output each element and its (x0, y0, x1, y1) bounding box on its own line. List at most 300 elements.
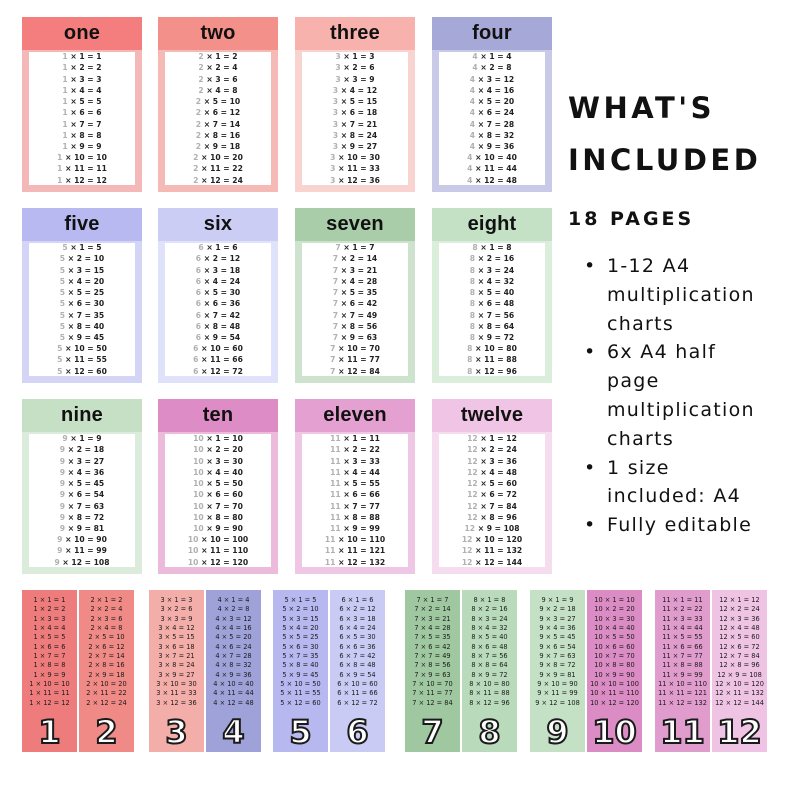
table-row: 8 × 12 = 96 (467, 366, 517, 376)
table-row: 3 × 5 = 15 (332, 97, 378, 107)
table-row: 3 × 3 = 9 (160, 614, 193, 623)
strip-number: 9 (546, 713, 569, 751)
table-row: 4 × 7 = 28 (215, 652, 252, 661)
table-row: 11 × 2 = 22 (662, 605, 703, 614)
table-row: 1 × 1 = 1 (62, 52, 102, 62)
table-row: 2 × 11 = 22 (193, 164, 243, 174)
feature-line: • 1 size (607, 456, 670, 479)
table-row: 12 × 7 = 84 (719, 652, 760, 661)
feature-line: multiplication (607, 283, 755, 306)
table-row: 8 × 6 = 48 (471, 642, 508, 651)
table-row: 3 × 12 = 36 (330, 175, 380, 185)
table-row: 1 × 8 = 8 (62, 130, 102, 140)
strip-number: 2 (95, 713, 118, 751)
table-row: 2 × 12 = 24 (86, 698, 127, 707)
table-row: 10 × 9 = 90 (193, 523, 243, 533)
card-twelve (432, 399, 552, 574)
table-row: 8 × 9 = 72 (469, 332, 515, 342)
table-row: 8 × 7 = 56 (471, 652, 508, 661)
table-row: 11 × 4 = 44 (662, 624, 703, 633)
strip-5 (273, 590, 328, 752)
strip-10 (587, 590, 642, 752)
strip-table (273, 596, 328, 708)
card-table (29, 434, 135, 567)
table-row: 6 × 11 = 66 (337, 689, 378, 698)
table-row: 12 × 6 = 72 (467, 490, 517, 500)
table-row: 3 × 11 = 33 (156, 689, 197, 698)
table-row: 5 × 9 = 45 (59, 332, 105, 342)
table-row: 11 × 6 = 66 (330, 490, 380, 500)
table-row: 7 × 8 = 56 (332, 321, 378, 331)
strip-2 (79, 590, 134, 752)
table-row: 4 × 2 = 8 (217, 605, 250, 614)
card-title: eleven (295, 399, 415, 432)
table-row: 9 × 7 = 63 (539, 652, 576, 661)
table-row: 10 × 5 = 50 (193, 479, 243, 489)
table-row: 4 × 9 = 36 (469, 141, 515, 151)
feature-line: included: A4 (607, 485, 742, 508)
table-row: 12 × 10 = 120 (461, 535, 523, 545)
table-row: 8 × 8 = 64 (469, 321, 515, 331)
strip-6 (330, 590, 385, 752)
table-row: 11 × 8 = 88 (330, 512, 380, 522)
table-row: 1 × 11 = 11 (57, 164, 107, 174)
table-row: 3 × 2 = 6 (335, 63, 375, 73)
table-row: 3 × 4 = 12 (158, 624, 195, 633)
card-ten (158, 399, 278, 574)
table-row: 8 × 2 = 16 (471, 605, 508, 614)
table-row: 1 × 4 = 4 (62, 85, 102, 95)
card-table (439, 434, 545, 567)
table-row: 12 × 1 = 12 (467, 434, 517, 444)
table-row: 1 × 6 = 6 (62, 108, 102, 118)
table-row: 10 × 7 = 70 (193, 501, 243, 511)
table-row: 10 × 12 = 120 (590, 698, 639, 707)
table-row: 2 × 3 = 6 (90, 614, 123, 623)
table-row: 8 × 5 = 40 (471, 633, 508, 642)
table-row: 5 × 1 = 5 (62, 243, 102, 253)
table-row: 10 × 2 = 20 (594, 605, 635, 614)
feature-line: charts (607, 312, 675, 335)
strip-table (712, 596, 767, 708)
table-row: 10 × 1 = 10 (193, 434, 243, 444)
table-row: 4 × 8 = 32 (469, 130, 515, 140)
table-row: 1 × 2 = 2 (62, 63, 102, 73)
table-row: 6 × 11 = 66 (193, 355, 243, 365)
table-row: 3 × 10 = 30 (156, 680, 197, 689)
table-row: 1 × 10 = 10 (29, 680, 70, 689)
card-eleven (295, 399, 415, 574)
table-row: 2 × 1 = 2 (198, 52, 238, 62)
table-row: 1 × 5 = 5 (62, 97, 102, 107)
table-row: 7 × 7 = 49 (332, 310, 378, 320)
table-row: 8 × 1 = 8 (473, 596, 506, 604)
table-row: 4 × 8 = 32 (215, 661, 252, 670)
table-row: 5 × 3 = 15 (282, 614, 319, 623)
table-row: 2 × 3 = 6 (198, 74, 238, 84)
table-row: 1 × 8 = 8 (33, 661, 66, 670)
table-row: 11 × 2 = 22 (330, 445, 380, 455)
card-table (165, 243, 271, 376)
table-row: 9 × 11 = 99 (57, 546, 107, 556)
whats-included-panel (568, 82, 794, 540)
table-row: 5 × 12 = 60 (280, 698, 321, 707)
strip-number: 1 (38, 713, 61, 751)
table-row: 6 × 7 = 42 (339, 652, 376, 661)
table-row: 3 × 9 = 27 (158, 670, 195, 679)
table-row: 10 × 12 = 120 (187, 557, 249, 567)
table-row: 8 × 10 = 80 (469, 680, 510, 689)
table-row: 2 × 2 = 4 (198, 63, 238, 73)
strip-table (462, 596, 517, 708)
table-row: 12 × 6 = 72 (719, 642, 760, 651)
strip-table (206, 596, 261, 708)
table-row: 12 × 4 = 48 (719, 624, 760, 633)
table-row: 8 × 3 = 24 (469, 265, 515, 275)
table-row: 5 × 10 = 50 (280, 680, 321, 689)
table-row: 8 × 11 = 88 (469, 689, 510, 698)
table-row: 11 × 5 = 55 (330, 479, 380, 489)
table-row: 7 × 6 = 42 (332, 299, 378, 309)
table-row: 1 × 2 = 2 (33, 605, 66, 614)
table-row: 1 × 9 = 9 (33, 670, 66, 679)
table-row: 9 × 10 = 90 (57, 535, 107, 545)
table-row: 5 × 4 = 20 (59, 276, 105, 286)
table-row: 2 × 6 = 12 (195, 108, 241, 118)
table-row: 9 × 6 = 54 (539, 642, 576, 651)
table-row: 2 × 6 = 12 (88, 642, 125, 651)
table-row: 9 × 2 = 18 (59, 445, 105, 455)
table-row: 5 × 5 = 25 (59, 288, 105, 298)
table-row: 11 × 10 = 110 (324, 535, 386, 545)
table-row: 10 × 2 = 20 (193, 445, 243, 455)
table-row: 9 × 5 = 45 (59, 479, 105, 489)
table-row: 6 × 12 = 72 (337, 698, 378, 707)
table-row: 9 × 10 = 90 (537, 680, 578, 689)
table-row: 7 × 8 = 56 (414, 661, 451, 670)
table-row: 3 × 5 = 15 (158, 633, 195, 642)
card-five (22, 208, 142, 383)
table-row: 7 × 5 = 35 (332, 288, 378, 298)
table-row: 11 × 12 = 132 (324, 557, 386, 567)
table-row: 6 × 5 = 30 (195, 288, 241, 298)
table-row: 1 × 9 = 9 (62, 141, 102, 151)
table-row: 4 × 9 = 36 (215, 670, 252, 679)
heading-line-1: WHAT'S (568, 91, 715, 125)
table-row: 7 × 9 = 63 (414, 670, 451, 679)
card-table (165, 52, 271, 185)
table-row: 10 × 3 = 30 (594, 614, 635, 623)
table-row: 5 × 8 = 40 (59, 321, 105, 331)
feature-line: multiplication (607, 398, 755, 421)
table-row: 2 × 9 = 18 (195, 141, 241, 151)
table-row: 2 × 8 = 16 (195, 130, 241, 140)
table-row: 12 × 2 = 24 (467, 445, 517, 455)
table-row: 6 × 10 = 60 (193, 344, 243, 354)
table-row: 9 × 4 = 36 (539, 624, 576, 633)
table-row: 4 × 1 = 4 (472, 52, 512, 62)
card-four (432, 17, 552, 192)
table-row: 5 × 6 = 30 (59, 299, 105, 309)
table-row: 7 × 9 = 63 (332, 332, 378, 342)
table-row: 3 × 7 = 21 (158, 652, 195, 661)
table-row: 1 × 3 = 3 (33, 614, 66, 623)
card-seven (295, 208, 415, 383)
table-row: 3 × 6 = 18 (332, 108, 378, 118)
card-title: eight (432, 208, 552, 241)
table-row: 9 × 2 = 18 (539, 605, 576, 614)
table-row: 4 × 3 = 12 (215, 614, 252, 623)
table-row: 8 × 1 = 8 (472, 243, 512, 253)
strip-table (405, 596, 460, 708)
table-row: 6 × 2 = 12 (195, 254, 241, 264)
feature-line: page (607, 370, 660, 393)
table-row: 11 × 1 = 11 (662, 596, 703, 604)
table-row: 9 × 11 = 99 (537, 689, 578, 698)
strip-table (530, 596, 585, 708)
table-row: 7 × 3 = 21 (414, 614, 451, 623)
card-table (439, 243, 545, 376)
pages-count: 18 PAGES (568, 208, 695, 230)
table-row: 8 × 11 = 88 (467, 355, 517, 365)
card-title: twelve (432, 399, 552, 432)
table-row: 10 × 9 = 90 (594, 670, 635, 679)
table-row: 10 × 8 = 80 (594, 661, 635, 670)
table-row: 4 × 2 = 8 (472, 63, 512, 73)
card-title: one (22, 17, 142, 50)
card-table (302, 243, 408, 376)
card-title: ten (158, 399, 278, 432)
strip-table (79, 596, 134, 708)
table-row: 5 × 2 = 10 (59, 254, 105, 264)
table-row: 2 × 10 = 20 (86, 680, 127, 689)
strip-1 (22, 590, 77, 752)
table-row: 9 × 1 = 9 (541, 596, 574, 604)
table-row: 5 × 6 = 30 (282, 642, 319, 651)
table-row: 9 × 1 = 9 (62, 434, 102, 444)
table-row: 12 × 11 = 132 (715, 689, 764, 698)
table-row: 6 × 8 = 48 (195, 321, 241, 331)
table-row: 9 × 9 = 81 (539, 670, 576, 679)
card-title: seven (295, 208, 415, 241)
table-row: 10 × 3 = 30 (193, 456, 243, 466)
table-row: 5 × 7 = 35 (59, 310, 105, 320)
strip-number: 6 (346, 713, 369, 751)
table-row: 8 × 6 = 48 (469, 299, 515, 309)
table-row: 5 × 2 = 10 (282, 605, 319, 614)
table-row: 12 × 8 = 96 (719, 661, 760, 670)
table-row: 8 × 9 = 72 (471, 670, 508, 679)
strip-7 (405, 590, 460, 752)
card-two (158, 17, 278, 192)
table-row: 7 × 5 = 35 (414, 633, 451, 642)
strip-4 (206, 590, 261, 752)
table-row: 6 × 1 = 6 (198, 243, 238, 253)
table-row: 4 × 5 = 20 (469, 97, 515, 107)
table-row: 5 × 9 = 45 (282, 670, 319, 679)
table-row: 7 × 2 = 14 (414, 605, 451, 614)
table-row: 12 × 3 = 36 (719, 614, 760, 623)
table-row: 9 × 8 = 72 (59, 512, 105, 522)
table-row: 7 × 6 = 42 (414, 642, 451, 651)
table-row: 3 × 12 = 36 (156, 698, 197, 707)
table-row: 11 × 3 = 33 (662, 614, 703, 623)
table-row: 9 × 12 = 108 (54, 557, 110, 567)
table-row: 4 × 5 = 20 (215, 633, 252, 642)
table-row: 6 × 9 = 54 (195, 332, 241, 342)
table-row: 3 × 2 = 6 (160, 605, 193, 614)
table-row: 9 × 8 = 72 (539, 661, 576, 670)
strip-12 (712, 590, 767, 752)
table-row: 11 × 1 = 11 (330, 434, 380, 444)
table-row: 8 × 4 = 32 (469, 276, 515, 286)
table-row: 2 × 2 = 4 (90, 605, 123, 614)
table-row: 7 × 7 = 49 (414, 652, 451, 661)
table-row: 7 × 1 = 7 (335, 243, 375, 253)
table-row: 4 × 3 = 12 (469, 74, 515, 84)
table-row: 5 × 8 = 40 (282, 661, 319, 670)
feature-line: charts (607, 427, 675, 450)
table-row: 3 × 9 = 27 (332, 141, 378, 151)
table-row: 2 × 8 = 16 (88, 661, 125, 670)
table-row: 6 × 7 = 42 (195, 310, 241, 320)
table-row: 8 × 3 = 24 (471, 614, 508, 623)
feature-line: • 1-12 A4 (607, 255, 691, 277)
feature-item (568, 338, 794, 453)
table-row: 5 × 11 = 55 (57, 355, 107, 365)
table-row: 6 × 1 = 6 (341, 596, 374, 604)
table-row: 6 × 8 = 48 (339, 661, 376, 670)
table-row: 2 × 7 = 14 (195, 119, 241, 129)
table-row: 2 × 4 = 8 (198, 85, 238, 95)
strip-8 (462, 590, 517, 752)
card-title: two (158, 17, 278, 50)
table-row: 8 × 4 = 32 (471, 624, 508, 633)
table-row: 4 × 6 = 24 (469, 108, 515, 118)
strip-number: 10 (592, 713, 637, 751)
card-table (29, 52, 135, 185)
table-row: 11 × 3 = 33 (330, 456, 380, 466)
table-row: 11 × 11 = 121 (324, 546, 386, 556)
table-row: 12 × 3 = 36 (467, 456, 517, 466)
table-row: 11 × 5 = 55 (662, 633, 703, 642)
table-row: 1 × 6 = 6 (33, 642, 66, 651)
table-row: 12 × 11 = 132 (461, 546, 523, 556)
table-row: 1 × 3 = 3 (62, 74, 102, 84)
table-row: 1 × 12 = 12 (57, 175, 107, 185)
card-title: four (432, 17, 552, 50)
table-row: 2 × 11 = 22 (86, 689, 127, 698)
table-row: 10 × 4 = 40 (193, 467, 243, 477)
table-row: 4 × 12 = 48 (213, 698, 254, 707)
card-three (295, 17, 415, 192)
table-row: 6 × 6 = 36 (339, 642, 376, 651)
strip-3 (149, 590, 204, 752)
table-row: 1 × 10 = 10 (57, 153, 107, 163)
table-row: 9 × 6 = 54 (59, 490, 105, 500)
strip-table (655, 596, 710, 708)
table-row: 7 × 10 = 70 (412, 680, 453, 689)
table-row: 11 × 7 = 77 (330, 501, 380, 511)
table-row: 12 × 5 = 60 (719, 633, 760, 642)
card-title: six (158, 208, 278, 241)
table-row: 10 × 4 = 40 (594, 624, 635, 633)
table-row: 3 × 8 = 24 (158, 661, 195, 670)
table-row: 10 × 6 = 60 (193, 490, 243, 500)
table-row: 3 × 7 = 21 (332, 119, 378, 129)
table-row: 10 × 1 = 10 (594, 596, 635, 604)
card-title: five (22, 208, 142, 241)
table-row: 9 × 7 = 63 (59, 501, 105, 511)
strip-number: 7 (421, 713, 444, 751)
heading-line-2: INCLUDED (568, 143, 762, 177)
table-row: 4 × 4 = 16 (215, 624, 252, 633)
table-row: 8 × 8 = 64 (471, 661, 508, 670)
table-row: 1 × 1 = 1 (33, 596, 66, 604)
feature-item (568, 252, 794, 338)
table-row: 3 × 1 = 3 (335, 52, 375, 62)
table-row: 7 × 11 = 77 (330, 355, 380, 365)
strip-table (22, 596, 77, 708)
card-six (158, 208, 278, 383)
table-row: 2 × 7 = 14 (88, 652, 125, 661)
table-row: 11 × 11 = 121 (658, 689, 707, 698)
card-eight (432, 208, 552, 383)
table-row: 12 × 5 = 60 (467, 479, 517, 489)
card-table (439, 52, 545, 185)
table-row: 4 × 6 = 24 (215, 642, 252, 651)
strip-number: 5 (289, 713, 312, 751)
table-row: 11 × 9 = 99 (662, 670, 703, 679)
card-title: nine (22, 399, 142, 432)
table-row: 10 × 11 = 110 (187, 546, 249, 556)
strip-9 (530, 590, 585, 752)
table-row: 6 × 3 = 18 (339, 614, 376, 623)
table-row: 4 × 10 = 40 (467, 153, 517, 163)
table-row: 4 × 1 = 4 (217, 596, 250, 604)
table-row: 1 × 7 = 7 (33, 652, 66, 661)
table-row: 9 × 4 = 36 (59, 467, 105, 477)
strip-number: 3 (165, 713, 188, 751)
card-one (22, 17, 142, 192)
table-row: 4 × 10 = 40 (213, 680, 254, 689)
card-table (165, 434, 271, 567)
table-row: 9 × 12 = 108 (535, 698, 580, 707)
table-row: 3 × 6 = 18 (158, 642, 195, 651)
table-row: 6 × 10 = 60 (337, 680, 378, 689)
table-row: 11 × 4 = 44 (330, 467, 380, 477)
table-row: 7 × 12 = 84 (412, 698, 453, 707)
table-row: 6 × 5 = 30 (339, 633, 376, 642)
table-row: 6 × 2 = 12 (339, 605, 376, 614)
table-row: 5 × 4 = 20 (282, 624, 319, 633)
table-row: 12 × 7 = 84 (467, 501, 517, 511)
feature-list (568, 252, 794, 540)
strip-number: 8 (478, 713, 501, 751)
table-row: 7 × 2 = 14 (332, 254, 378, 264)
table-row: 10 × 10 = 100 (590, 680, 639, 689)
table-row: 12 × 10 = 120 (715, 680, 764, 689)
table-row: 8 × 2 = 16 (469, 254, 515, 264)
table-row: 6 × 6 = 36 (195, 299, 241, 309)
strip-number: 4 (222, 713, 245, 751)
table-row: 4 × 11 = 44 (467, 164, 517, 174)
table-row: 9 × 5 = 45 (539, 633, 576, 642)
card-table (302, 52, 408, 185)
table-row: 7 × 4 = 28 (414, 624, 451, 633)
strip-number: 11 (660, 713, 705, 751)
card-table (302, 434, 408, 567)
